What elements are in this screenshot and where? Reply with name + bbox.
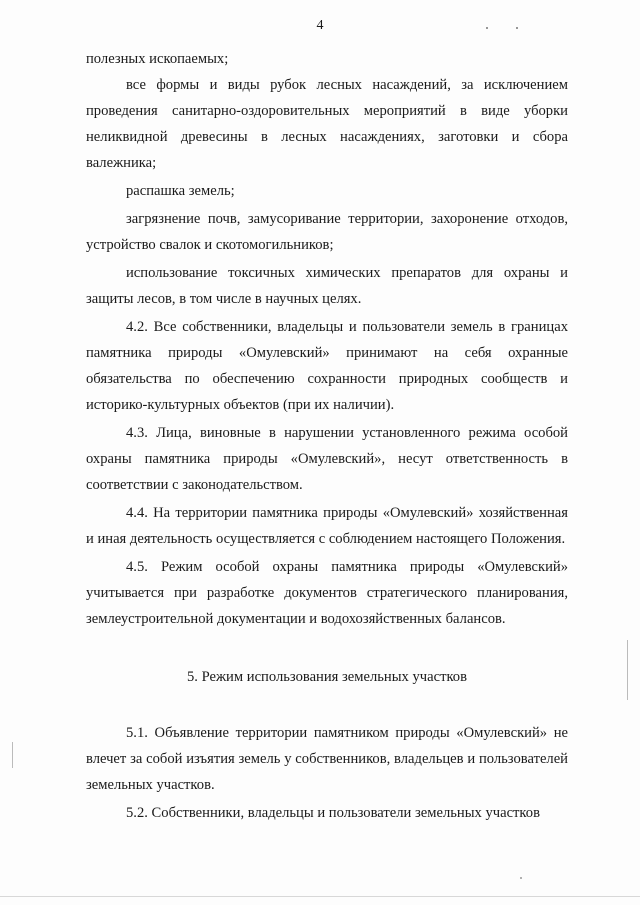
scan-dot bbox=[516, 27, 518, 29]
section-5-heading: 5. Режим использования земельных участков bbox=[186, 669, 467, 685]
paragraph-4-3: 4.3. Лица, виновные в нарушении установленного режима особой охраны памятника природы «Омулевский», несут ответственность в соответствии с законодательством. bbox=[86, 425, 568, 493]
document-body bbox=[86, 46, 568, 826]
page-number: 4 bbox=[316, 18, 324, 33]
paragraph-5-2: 5.2. Собственники, владельцы и пользователи земельных участков bbox=[126, 805, 540, 821]
scan-dot bbox=[486, 27, 488, 29]
paragraph-4-2: 4.2. Все собственники, владельцы и пользователи земель в границах памятника природы «Омулевский» принимают на себя охранные обязательства по обеспечению сохранности природных сообществ и историко-культурных объектов (при их наличии). bbox=[86, 319, 568, 413]
paragraph-4-4: 4.4. На территории памятника природы «Омулевский» хозяйственная и иная деятельность осуществляется с соблюдением настоящего Положения. bbox=[86, 505, 568, 547]
scan-edge-mark bbox=[12, 742, 13, 768]
paragraph-plowing-ban: распашка земель; bbox=[126, 183, 235, 199]
paragraph-pollution-ban: загрязнение почв, замусоривание территории, захоронение отходов, устройство свалок и скотомогильников; bbox=[86, 211, 568, 253]
paragraph-chemicals-ban: использование токсичных химических препаратов для охраны и защиты лесов, в том числе в научных целях. bbox=[86, 265, 568, 307]
paragraph-logging-ban: все формы и виды рубок лесных насаждений, за исключением проведения санитарно-оздоровительных мероприятий в виде уборки неликвидной древесины в лесных насаждениях, заготовки и сбора валежника; bbox=[86, 77, 568, 171]
scan-bottom-mark bbox=[0, 896, 640, 897]
scan-edge-mark bbox=[627, 640, 628, 700]
scan-dot bbox=[520, 877, 522, 879]
paragraph-4-5: 4.5. Режим особой охраны памятника природы «Омулевский» учитывается при разработке документов стратегического планирования, землеустроительной документации и водохозяйственных балансов. bbox=[86, 559, 568, 627]
paragraph-continuation: полезных ископаемых; bbox=[86, 51, 229, 67]
paragraph-5-1: 5.1. Объявление территории памятником природы «Омулевский» не влечет за собой изъятия земель у собственников, владельцев и пользователей земельных участков. bbox=[86, 725, 568, 793]
